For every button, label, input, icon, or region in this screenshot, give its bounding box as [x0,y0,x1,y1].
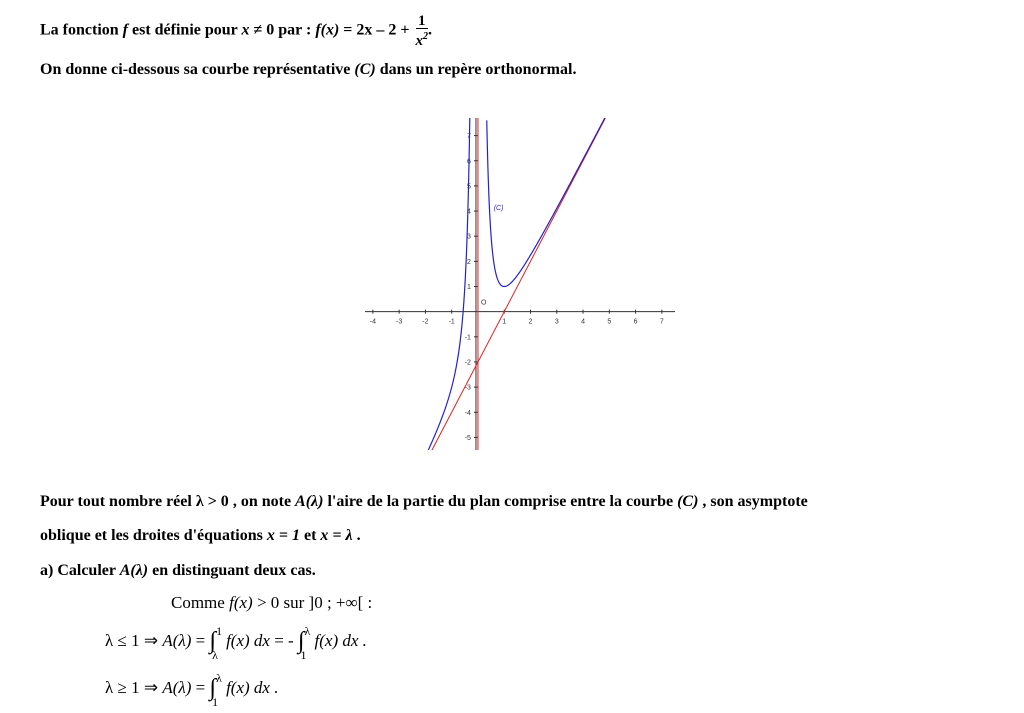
text: Pour tout nombre réel [40,493,196,510]
text: > 0 sur ]0 ; +∞[ : [252,593,373,612]
text: , on note [228,493,296,510]
upper-limit: 1 [216,624,223,639]
function-definition-line [40,14,432,48]
math-expression: = 2x – 2 + [339,21,414,39]
equals-minus: = - [269,631,298,650]
integrand: f(x) dx . [226,678,279,697]
y-tick-label: -1 [464,334,471,342]
text: dans un repère orthonormal. [375,61,577,78]
text: a) Calculer [40,562,120,579]
y-tick-label: 5 [467,183,471,191]
y-tick-label: 1 [467,284,471,292]
oblique-asymptote [432,118,605,450]
x-tick-label: -2 [422,318,429,326]
curve-name: (C) [677,493,699,510]
math-fx: f(x) [315,21,340,39]
text: . [352,527,361,544]
y-tick-label: -5 [464,434,471,442]
lower-limit: 1 [212,695,219,710]
calc-line3 [105,671,279,710]
x-tick-label: -4 [369,318,376,326]
x-tick-label: 3 [554,318,559,326]
text: La fonction [40,21,123,39]
math-area: A(λ) [162,678,192,697]
integral-sign: ∫ [209,675,217,701]
den-exponent: 2 [423,31,429,42]
area-definition-line1 [40,492,808,512]
math-lambda-positive: λ > 0 [195,493,229,510]
origin-label: O [480,299,487,307]
math-x-equals-1: x = 1 [266,527,300,544]
curve-label: (C) [493,204,504,212]
curve-name: (C) [354,61,376,78]
x-tick-label: -3 [396,318,403,326]
integral-limits [212,624,226,663]
text: oblique et les droites d'équations [40,527,267,544]
y-tick-label: 7 [467,133,471,141]
integral-sign: ∫ [209,628,217,654]
y-tick-label: 2 [467,258,471,266]
text: par : [278,21,316,39]
math-area: A(λ) [162,631,192,650]
text: en distinguant deux cas. [148,562,316,579]
x-tick-label: 1 [502,318,507,326]
integral-sign: ∫ [297,628,305,654]
calc-line2 [105,624,367,663]
y-tick-label: 4 [467,208,471,216]
math-x: x [241,21,250,39]
text: et [299,527,321,544]
integrand: f(x) dx . [314,631,367,650]
text: , son asymptote [698,493,808,510]
upper-limit: λ [304,624,311,639]
fraction [416,14,429,48]
lower-limit: 1 [300,648,307,663]
y-tick-label: 6 [467,158,471,166]
condition: λ ≤ 1 ⇒ [105,631,163,650]
y-tick-label: 3 [467,233,471,241]
fraction-numerator: 1 [416,14,429,29]
math-x-equals-lambda: x = λ [320,527,353,544]
curve-intro-line [40,60,576,80]
fraction-denominator [416,29,429,48]
math-area: A(λ) [295,493,324,510]
x-tick-label: 6 [633,318,638,326]
x-tick-label: -1 [448,318,455,326]
x-tick-label: 4 [581,318,586,326]
upper-limit: λ [216,671,222,686]
x-tick-label: 2 [528,318,533,326]
integrand: f(x) dx [226,631,270,650]
curve-right-branch [487,118,607,287]
lower-limit: λ [212,648,218,663]
math-neq: ≠ 0 [249,21,279,39]
text: Comme [171,593,230,612]
function-graph [365,118,675,450]
y-tick-label: -3 [464,384,471,392]
math-fx: f(x) [229,593,253,612]
den-x: x [415,33,424,49]
text: est définie pour [128,21,242,39]
area-definition-line2 [40,526,361,546]
integral-limits [300,624,315,663]
x-tick-label: 5 [607,318,612,326]
question-a [40,561,316,581]
math-area: A(λ) [119,562,149,579]
text: On donne ci-dessous sa courbe représentative [40,61,355,78]
integral-limits [212,671,226,710]
curve-left-branch [428,118,470,450]
equals: = [191,678,210,697]
y-tick-label: -4 [464,409,471,417]
calc-line1 [171,592,372,614]
condition: λ ≥ 1 ⇒ [105,678,163,697]
text: l'aire de la partie du plan comprise entre la courbe [323,493,678,510]
y-tick-label: -2 [464,359,471,367]
math-f: f [122,21,128,39]
equals: = [191,631,210,650]
x-tick-label: 7 [659,318,664,326]
period: . [428,21,433,39]
